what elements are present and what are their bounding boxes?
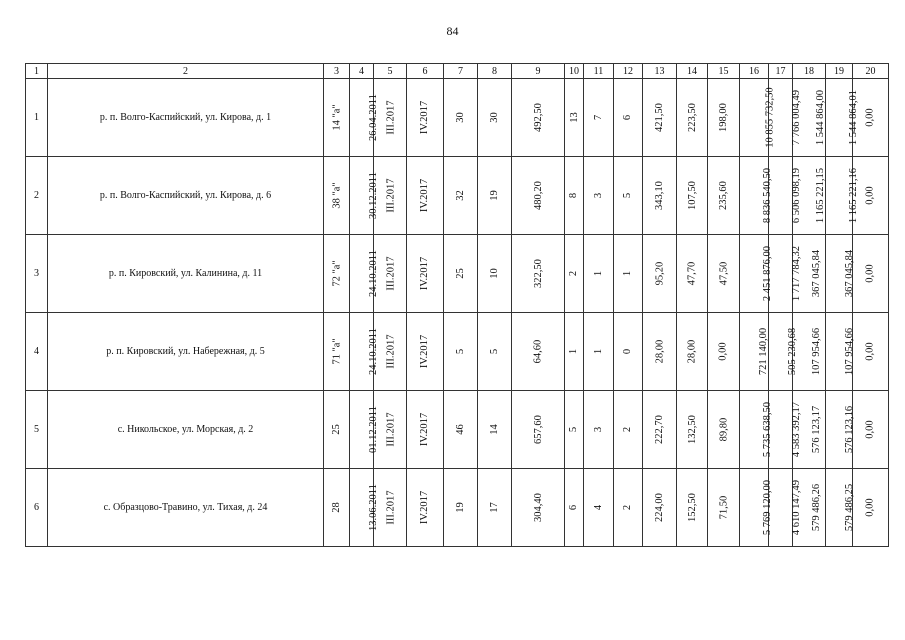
cell-value: 6 506 098,19	[791, 167, 803, 224]
cell-c3	[324, 469, 350, 547]
cell-value: 576 123,17	[811, 405, 823, 454]
cell-c12	[614, 391, 643, 469]
cell-c19	[826, 313, 856, 391]
cell-c11	[584, 79, 614, 157]
cell-c3	[324, 391, 350, 469]
cell-value: III.2017	[385, 412, 397, 447]
cell-value: 235,60	[718, 181, 729, 210]
cell-c7	[444, 469, 478, 547]
cell-c8	[478, 469, 512, 547]
cell-value: 71,50	[718, 495, 729, 520]
cell-value: 30	[489, 112, 500, 123]
cell-c14	[677, 469, 708, 547]
cell-c4	[350, 313, 379, 391]
header-row	[26, 64, 889, 79]
cell-value: 132,50	[686, 415, 698, 444]
column-header: 10	[565, 64, 584, 79]
cell-value: 505 230,68	[787, 327, 799, 376]
address-cell: р. п. Кировский, ул. Калинина, д. 11	[48, 235, 324, 313]
cell-c8	[478, 157, 512, 235]
cell-value: 71 "а"	[331, 338, 343, 365]
column-header: 9	[512, 64, 565, 79]
cell-value: 3	[593, 426, 604, 433]
column-header: 20	[853, 64, 889, 79]
cell-value: 1 544 864,00	[815, 89, 827, 146]
cell-c8	[478, 79, 512, 157]
cell-c10	[565, 469, 584, 547]
cell-c12	[614, 235, 643, 313]
cell-value: 657,60	[532, 415, 544, 444]
cell-c16	[740, 79, 776, 157]
cell-c6	[407, 469, 444, 547]
cell-c9	[512, 469, 565, 547]
cell-value: 0,00	[865, 186, 876, 205]
row-number: 6	[26, 469, 48, 547]
cell-c4	[350, 469, 379, 547]
cell-c9	[512, 157, 565, 235]
cell-c4	[350, 391, 379, 469]
cell-value: 107 954,66	[844, 327, 856, 376]
cell-value: 25	[331, 424, 342, 435]
column-header: 8	[478, 64, 512, 79]
cell-value: 5 735 638,50	[762, 401, 774, 458]
cell-c12	[614, 79, 643, 157]
cell-c10	[565, 157, 584, 235]
cell-value: 224,00	[654, 493, 665, 522]
cell-c8	[478, 391, 512, 469]
cell-value: 32	[455, 190, 466, 201]
column-header: 19	[826, 64, 853, 79]
cell-value: 480,20	[532, 181, 544, 210]
cell-value: 576 123,16	[844, 405, 856, 454]
column-header: 1	[26, 64, 48, 79]
cell-c11	[584, 157, 614, 235]
cell-value: 19	[489, 190, 500, 201]
column-header: 2	[48, 64, 324, 79]
cell-value: 24.10.2011	[367, 328, 379, 375]
cell-c14	[677, 313, 708, 391]
cell-value: 4 610 147,49	[791, 479, 803, 536]
table-row	[26, 391, 889, 469]
cell-c4	[350, 235, 379, 313]
column-header: 4	[350, 64, 374, 79]
cell-value: 0,00	[865, 342, 876, 361]
cell-value: 7	[593, 114, 604, 121]
cell-value: 47,70	[686, 261, 698, 286]
cell-c10	[565, 235, 584, 313]
table-row	[26, 79, 889, 157]
cell-c7	[444, 391, 478, 469]
cell-c9	[512, 313, 565, 391]
cell-value: III.2017	[385, 334, 397, 369]
cell-value: 1	[568, 348, 580, 355]
column-header: 14	[677, 64, 708, 79]
cell-c19	[826, 469, 856, 547]
cell-value: 28,00	[686, 339, 698, 364]
cell-value: 6	[568, 504, 580, 511]
cell-c20	[853, 313, 889, 391]
cell-c3	[324, 157, 350, 235]
cell-c6	[407, 157, 444, 235]
cell-c8	[478, 313, 512, 391]
cell-value: 367 045,84	[811, 249, 823, 298]
cell-c3	[324, 313, 350, 391]
cell-value: III.2017	[385, 256, 397, 291]
column-header: 18	[793, 64, 826, 79]
cell-value: 222,70	[654, 415, 665, 444]
cell-c20	[853, 391, 889, 469]
cell-value: 72 "а"	[331, 260, 343, 287]
address-cell: р. п. Волго-Каспийский, ул. Кирова, д. 6	[48, 157, 324, 235]
cell-c19	[826, 157, 860, 235]
cell-value: 30.12.2011	[367, 172, 379, 219]
column-header: 16	[740, 64, 769, 79]
cell-value: 579 486,25	[844, 483, 856, 532]
cell-value: 421,50	[654, 103, 665, 132]
cell-c7	[444, 235, 478, 313]
cell-value: III.2017	[385, 100, 397, 135]
cell-value: IV.2017	[419, 178, 431, 213]
cell-value: 8	[568, 192, 580, 199]
table-row	[26, 157, 889, 235]
cell-value: 10 855 732,50	[764, 87, 776, 148]
cell-value: 1	[593, 348, 604, 355]
cell-c20	[853, 235, 889, 313]
cell-value: 64,60	[532, 339, 544, 364]
cell-value: 721 140,00	[758, 327, 770, 376]
cell-value: 25	[455, 268, 466, 279]
cell-c19	[826, 391, 856, 469]
cell-c11	[584, 235, 614, 313]
cell-c10	[565, 79, 584, 157]
cell-c6	[407, 391, 444, 469]
cell-value: IV.2017	[419, 100, 431, 135]
cell-c6	[407, 313, 444, 391]
cell-value: 89,80	[718, 417, 729, 442]
cell-value: 492,50	[532, 103, 544, 132]
cell-c16	[740, 157, 774, 235]
row-number: 5	[26, 391, 48, 469]
cell-value: 107 954,66	[811, 327, 823, 376]
cell-value: 14	[489, 424, 500, 435]
cell-c14	[677, 391, 708, 469]
cell-c3	[324, 79, 350, 157]
cell-value: 26.04.2011	[367, 94, 379, 141]
cell-c7	[444, 157, 478, 235]
column-header: 11	[584, 64, 614, 79]
cell-c13	[643, 391, 677, 469]
cell-value: 28,00	[654, 339, 665, 364]
cell-value: 5	[489, 348, 500, 355]
cell-c16	[740, 313, 769, 391]
cell-value: IV.2017	[419, 334, 431, 369]
cell-c15	[708, 313, 740, 391]
address-cell: с. Никольское, ул. Морская, д. 2	[48, 391, 324, 469]
cell-c12	[614, 157, 643, 235]
cell-c13	[643, 235, 677, 313]
cell-value: IV.2017	[419, 256, 431, 291]
cell-c11	[584, 391, 614, 469]
cell-c4	[350, 157, 379, 235]
row-number: 4	[26, 313, 48, 391]
cell-value: 30	[455, 112, 466, 123]
cell-value: 0,00	[865, 420, 876, 439]
row-number: 2	[26, 157, 48, 235]
cell-value: 367 045,84	[844, 249, 856, 298]
cell-c20	[853, 469, 889, 547]
cell-value: 4 583 392,17	[791, 401, 803, 458]
cell-value: 198,00	[718, 103, 729, 132]
address-cell: с. Образцово-Травино, ул. Тихая, д. 24	[48, 469, 324, 547]
column-header: 5	[374, 64, 407, 79]
column-header: 15	[708, 64, 740, 79]
cell-c7	[444, 79, 478, 157]
cell-value: 304,40	[532, 493, 544, 522]
cell-c19	[826, 235, 856, 313]
cell-c13	[643, 157, 677, 235]
cell-c11	[584, 469, 614, 547]
housing-registry-table	[25, 63, 889, 547]
cell-c13	[643, 313, 677, 391]
cell-value: 223,50	[686, 103, 698, 132]
cell-value: 8 836 540,50	[762, 167, 774, 224]
table-row	[26, 469, 889, 547]
address-cell: р. п. Волго-Каспийский, ул. Кирова, д. 1	[48, 79, 324, 157]
cell-c16	[740, 391, 774, 469]
cell-c3	[324, 235, 350, 313]
cell-c14	[677, 235, 708, 313]
cell-value: 0	[622, 348, 634, 355]
column-header: 12	[614, 64, 643, 79]
cell-value: 10	[489, 268, 500, 279]
cell-value: 2 451 876,00	[762, 245, 774, 302]
row-number: 3	[26, 235, 48, 313]
cell-value: III.2017	[385, 178, 397, 213]
column-header: 13	[643, 64, 677, 79]
cell-c9	[512, 235, 565, 313]
cell-c7	[444, 313, 478, 391]
cell-value: 1 165 221,15	[815, 167, 827, 224]
cell-value: 322,50	[532, 259, 544, 288]
cell-c15	[708, 157, 740, 235]
cell-c6	[407, 235, 444, 313]
cell-value: 0,00	[865, 264, 876, 283]
cell-c19	[826, 79, 860, 157]
cell-c9	[512, 391, 565, 469]
cell-value: 7 766 004,49	[791, 89, 803, 146]
cell-value: 152,50	[686, 493, 698, 522]
cell-c4	[350, 79, 379, 157]
cell-value: 5	[455, 348, 466, 355]
cell-c10	[565, 391, 584, 469]
cell-value: 19	[455, 502, 466, 513]
cell-value: 3	[593, 192, 604, 199]
column-header: 3	[324, 64, 350, 79]
cell-value: 579 486,26	[811, 483, 823, 532]
cell-value: IV.2017	[419, 490, 431, 525]
cell-c17	[769, 313, 799, 391]
cell-c12	[614, 469, 643, 547]
cell-c12	[614, 313, 643, 391]
column-header: 7	[444, 64, 478, 79]
cell-value: 1 544 864,01	[848, 89, 860, 146]
cell-value: 13.06.2011	[367, 484, 379, 531]
cell-value: 13	[568, 112, 580, 123]
cell-c11	[584, 313, 614, 391]
cell-c6	[407, 79, 444, 157]
address-cell: р. п. Кировский, ул. Набережная, д. 5	[48, 313, 324, 391]
cell-value: 0,00	[718, 342, 729, 361]
cell-value: 2	[622, 426, 634, 433]
cell-value: IV.2017	[419, 412, 431, 447]
cell-c9	[512, 79, 565, 157]
cell-c15	[708, 79, 740, 157]
cell-c13	[643, 469, 677, 547]
cell-c15	[708, 469, 740, 547]
cell-value: III.2017	[385, 490, 397, 525]
cell-c13	[643, 79, 677, 157]
cell-value: 38 "а"	[331, 182, 343, 209]
cell-value: 5 769 120,00	[762, 479, 774, 536]
column-header: 17	[769, 64, 793, 79]
table-row	[26, 235, 889, 313]
cell-value: 2	[568, 270, 580, 277]
page-number: 84	[446, 24, 459, 38]
cell-value: 5	[568, 426, 580, 433]
cell-c16	[740, 235, 774, 313]
cell-value: 1	[622, 270, 634, 277]
table-row	[26, 313, 889, 391]
cell-value: 24.10.2011	[367, 250, 379, 297]
cell-value: 17	[489, 502, 500, 513]
cell-value: 47,50	[718, 261, 729, 286]
cell-value: 2	[622, 504, 634, 511]
cell-value: 95,20	[654, 261, 665, 286]
cell-value: 0,00	[865, 108, 876, 127]
column-header: 6	[407, 64, 444, 79]
cell-c10	[565, 313, 584, 391]
row-number: 1	[26, 79, 48, 157]
cell-value: 107,50	[686, 181, 698, 210]
cell-value: 1 717 784,32	[791, 245, 803, 302]
cell-c14	[677, 79, 708, 157]
cell-value: 4	[593, 504, 604, 511]
cell-value: 0,00	[865, 498, 876, 517]
cell-value: 14 "а"	[331, 104, 343, 131]
cell-c8	[478, 235, 512, 313]
cell-c15	[708, 391, 740, 469]
cell-value: 28	[331, 502, 342, 513]
cell-c16	[740, 469, 774, 547]
cell-value: 01.12.2011	[367, 406, 379, 453]
cell-value: 1	[593, 270, 604, 277]
cell-c15	[708, 235, 740, 313]
cell-value: 5	[622, 192, 634, 199]
cell-value: 1 165 221,16	[848, 167, 860, 224]
cell-c14	[677, 157, 708, 235]
cell-value: 46	[455, 424, 466, 435]
cell-value: 6	[622, 114, 634, 121]
cell-value: 343,10	[654, 181, 665, 210]
